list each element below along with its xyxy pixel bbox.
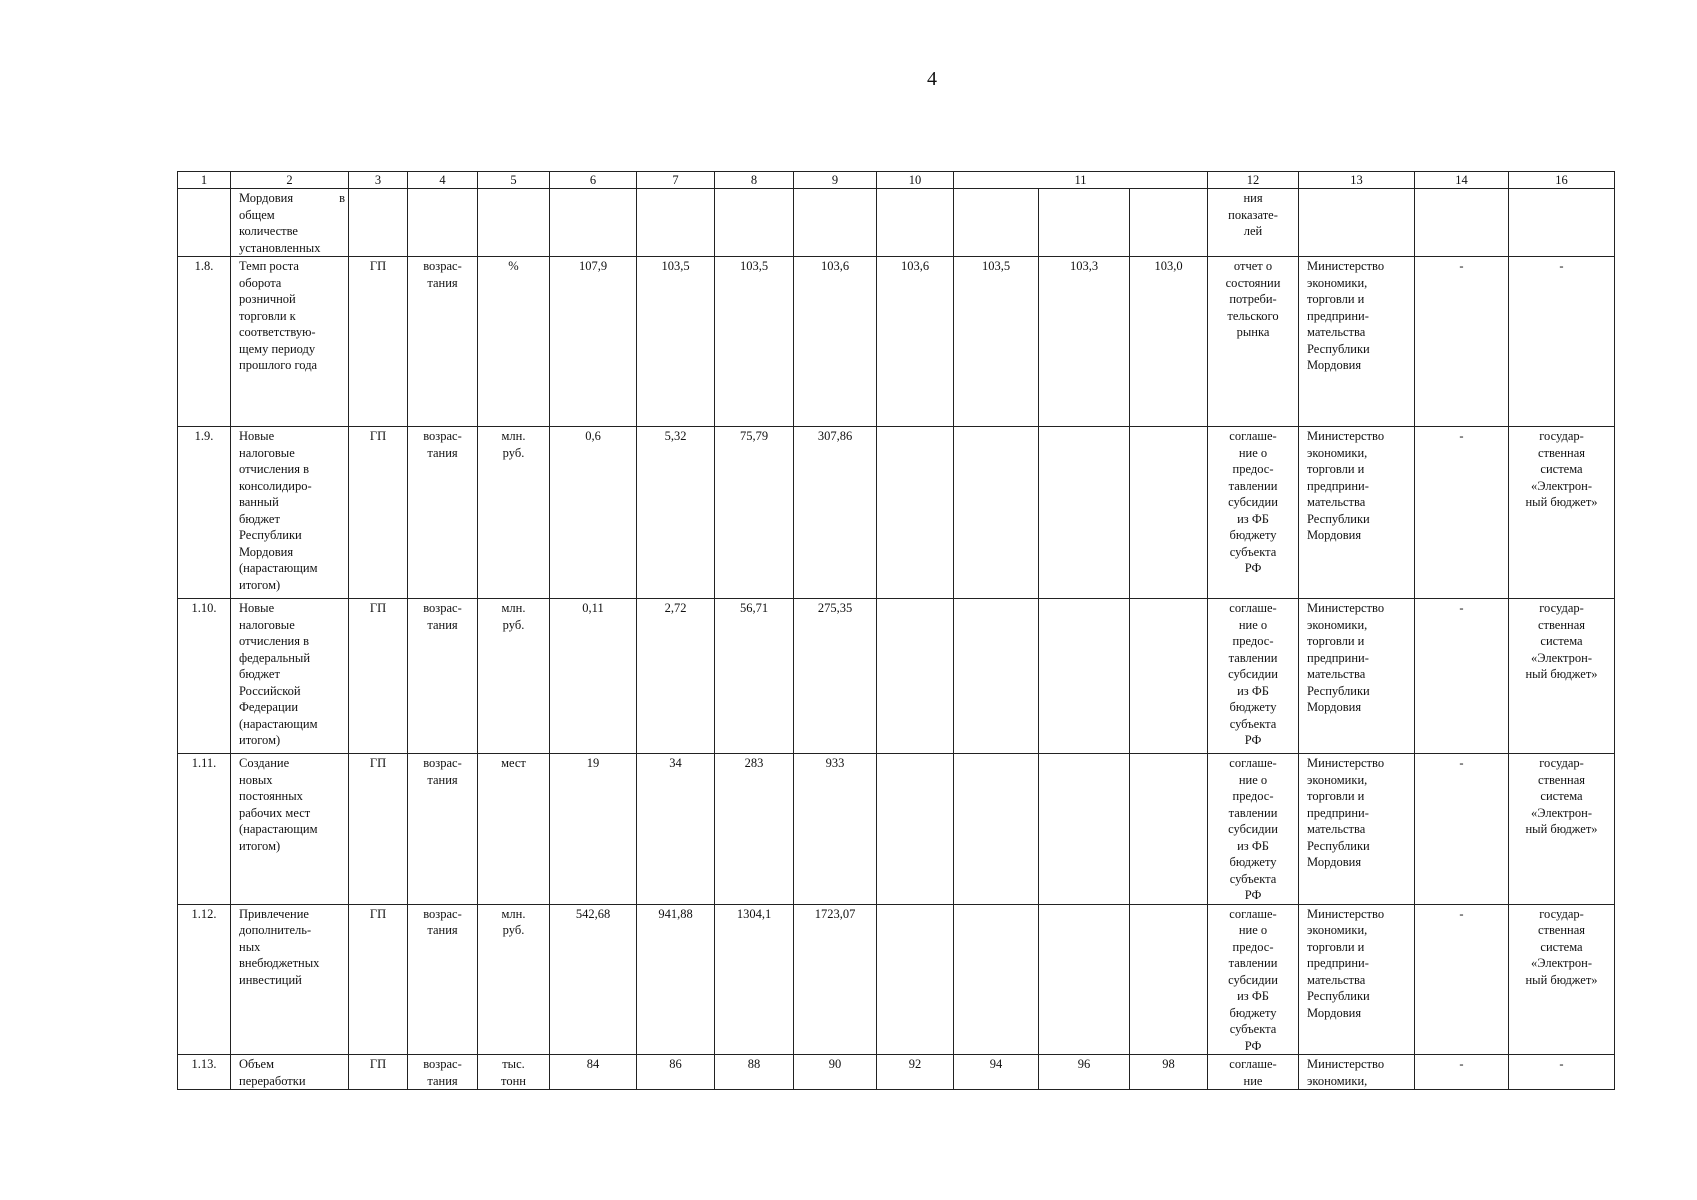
indicator-name-cell: Новые налоговые отчисления в консолидиро- ванный бюджет Республики Мордовия (нарастающим итогом): [231, 427, 349, 599]
value-cell: 103,0: [1130, 257, 1208, 427]
value-cell: [1039, 754, 1130, 905]
value-cell: 19: [550, 754, 637, 905]
value-cell: 2,72: [637, 599, 715, 754]
column-14-cell: -: [1415, 599, 1509, 754]
unit-cell: мест: [478, 754, 550, 905]
table-row: [178, 599, 1615, 754]
information-system-cell: государ- ственная система «Электрон- ный бюджет»: [1509, 754, 1615, 905]
row-number-cell: 1.8.: [178, 257, 231, 427]
page-number: 4: [927, 68, 937, 90]
unit-cell: млн. руб.: [478, 427, 550, 599]
value-cell: 103,3: [1039, 257, 1130, 427]
indicator-type-cell: ГП: [349, 754, 408, 905]
row-number-cell: 1.11.: [178, 754, 231, 905]
direction-cell: возрас- тания: [408, 257, 478, 427]
information-system-cell: государ- ственная система «Электрон- ный бюджет»: [1509, 427, 1615, 599]
table-row: [178, 904, 1615, 1055]
source-cell: ния показате- лей: [1208, 189, 1299, 257]
value-cell: 103,6: [794, 257, 877, 427]
header-cell: 7: [637, 172, 715, 189]
value-cell: 103,5: [637, 257, 715, 427]
value-cell: [1130, 904, 1208, 1055]
value-cell: [954, 754, 1039, 905]
direction-cell: возрас- тания: [408, 427, 478, 599]
value-cell: 933: [794, 754, 877, 905]
direction-cell: возрас- тания: [408, 904, 478, 1055]
unit-cell: млн. руб.: [478, 599, 550, 754]
information-system-cell: государ- ственная система «Электрон- ный бюджет»: [1509, 599, 1615, 754]
value-cell: [1039, 904, 1130, 1055]
indicator-type-cell: ГП: [349, 904, 408, 1055]
source-cell: соглаше- ние о предос- тавлении субсидии из ФБ бюджету субъекта РФ: [1208, 427, 1299, 599]
header-cell: 14: [1415, 172, 1509, 189]
value-cell: 0,6: [550, 427, 637, 599]
source-cell: соглаше- ние о предос- тавлении субсидии из ФБ бюджету субъекта РФ: [1208, 599, 1299, 754]
table-row: [178, 257, 1615, 427]
responsible-cell: Министерство экономики, торговли и предприни- мательства Республики Мордовия: [1299, 754, 1415, 905]
source-cell: соглаше- ние о предос- тавлении субсидии из ФБ бюджету субъекта РФ: [1208, 754, 1299, 905]
value-cell: 307,86: [794, 427, 877, 599]
direction-cell: возрас- тания: [408, 1055, 478, 1090]
value-cell: [1130, 599, 1208, 754]
value-cell: [877, 427, 954, 599]
column-14-cell: -: [1415, 754, 1509, 905]
value-cell: 96: [1039, 1055, 1130, 1090]
indicator-name-cell: Привлечение дополнитель- ных внебюджетных инвестиций: [231, 904, 349, 1055]
value-cell: 88: [715, 1055, 794, 1090]
value-cell: [877, 754, 954, 905]
value-cell: 34: [637, 754, 715, 905]
responsible-cell: Министерство экономики, торговли и предприни- мательства Республики Мордовия: [1299, 427, 1415, 599]
column-14-cell: -: [1415, 1055, 1509, 1090]
indicator-type-cell: ГП: [349, 427, 408, 599]
indicator-name-cell: Новые налоговые отчисления в федеральный бюджет Российской Федерации (нарастающим итогом): [231, 599, 349, 754]
unit-cell: млн. руб.: [478, 904, 550, 1055]
indicator-name-first-line: Мордовия в: [239, 191, 345, 205]
value-cell: 941,88: [637, 904, 715, 1055]
value-cell: 103,5: [954, 257, 1039, 427]
unit-cell: тыс. тонн: [478, 1055, 550, 1090]
information-system-cell: -: [1509, 257, 1615, 427]
header-cell: 10: [877, 172, 954, 189]
indicator-name-cell: Создание новых постоянных рабочих мест (нарастающим итогом): [231, 754, 349, 905]
header-cell: 9: [794, 172, 877, 189]
header-cell: 1: [178, 172, 231, 189]
indicators-table: [177, 171, 1615, 1090]
header-cell: 5: [478, 172, 550, 189]
value-cell: 103,6: [877, 257, 954, 427]
row-number-cell: 1.13.: [178, 1055, 231, 1090]
indicator-name-cell: Темп роста оборота розничной торговли к соответствую- щему периоду прошлого года: [231, 257, 349, 427]
value-cell: 0,11: [550, 599, 637, 754]
header-cell: 12: [1208, 172, 1299, 189]
row-number-cell: 1.10.: [178, 599, 231, 754]
row-number-cell: 1.12.: [178, 904, 231, 1055]
responsible-cell: Министерство экономики, торговли и предприни- мательства Республики Мордовия: [1299, 257, 1415, 427]
table-row: [178, 427, 1615, 599]
value-cell: 84: [550, 1055, 637, 1090]
value-cell: 103,5: [715, 257, 794, 427]
value-cell: 1723,07: [794, 904, 877, 1055]
column-14-cell: -: [1415, 257, 1509, 427]
information-system-cell: государ- ственная система «Электрон- ный бюджет»: [1509, 904, 1615, 1055]
indicator-name-cell: Объем переработки: [231, 1055, 349, 1090]
value-cell: 275,35: [794, 599, 877, 754]
value-cell: 283: [715, 754, 794, 905]
value-cell: 86: [637, 1055, 715, 1090]
value-cell: [1039, 427, 1130, 599]
value-cell: 90: [794, 1055, 877, 1090]
value-cell: 1304,1: [715, 904, 794, 1055]
value-cell: 92: [877, 1055, 954, 1090]
source-cell: отчет о состоянии потреби- тельского рынка: [1208, 257, 1299, 427]
value-cell: [954, 427, 1039, 599]
header-cell: 8: [715, 172, 794, 189]
continuation-row: [178, 189, 1615, 257]
header-cell: 16: [1509, 172, 1615, 189]
table-row: [178, 754, 1615, 905]
source-cell: соглаше- ние о предос- тавлении субсидии из ФБ бюджету субъекта РФ: [1208, 904, 1299, 1055]
responsible-cell: Министерство экономики, торговли и предприни- мательства Республики Мордовия: [1299, 904, 1415, 1055]
indicator-type-cell: ГП: [349, 257, 408, 427]
header-cell: 4: [408, 172, 478, 189]
header-cell: 3: [349, 172, 408, 189]
header-cell: 11: [954, 172, 1208, 189]
source-cell: соглаше- ние: [1208, 1055, 1299, 1090]
direction-cell: возрас- тания: [408, 599, 478, 754]
header-row: [178, 172, 1615, 189]
indicator-name-cell: [231, 189, 349, 257]
value-cell: [1130, 427, 1208, 599]
indicator-name-rest: общем количестве установленных: [239, 207, 321, 255]
value-cell: 107,9: [550, 257, 637, 427]
value-cell: 98: [1130, 1055, 1208, 1090]
information-system-cell: -: [1509, 1055, 1615, 1090]
value-cell: [1130, 754, 1208, 905]
value-cell: 75,79: [715, 427, 794, 599]
value-cell: [1039, 599, 1130, 754]
column-14-cell: -: [1415, 427, 1509, 599]
value-cell: [954, 599, 1039, 754]
value-cell: 94: [954, 1055, 1039, 1090]
row-number-cell: 1.9.: [178, 427, 231, 599]
value-cell: 5,32: [637, 427, 715, 599]
value-cell: [877, 904, 954, 1055]
unit-cell: %: [478, 257, 550, 427]
value-cell: 542,68: [550, 904, 637, 1055]
table-row: [178, 1055, 1615, 1090]
header-cell: 6: [550, 172, 637, 189]
indicator-type-cell: ГП: [349, 1055, 408, 1090]
responsible-cell: Министерство экономики,: [1299, 1055, 1415, 1090]
value-cell: [877, 599, 954, 754]
indicator-type-cell: ГП: [349, 599, 408, 754]
direction-cell: возрас- тания: [408, 754, 478, 905]
value-cell: 56,71: [715, 599, 794, 754]
header-cell: 2: [231, 172, 349, 189]
header-cell: 13: [1299, 172, 1415, 189]
responsible-cell: Министерство экономики, торговли и предприни- мательства Республики Мордовия: [1299, 599, 1415, 754]
value-cell: [954, 904, 1039, 1055]
column-14-cell: -: [1415, 904, 1509, 1055]
